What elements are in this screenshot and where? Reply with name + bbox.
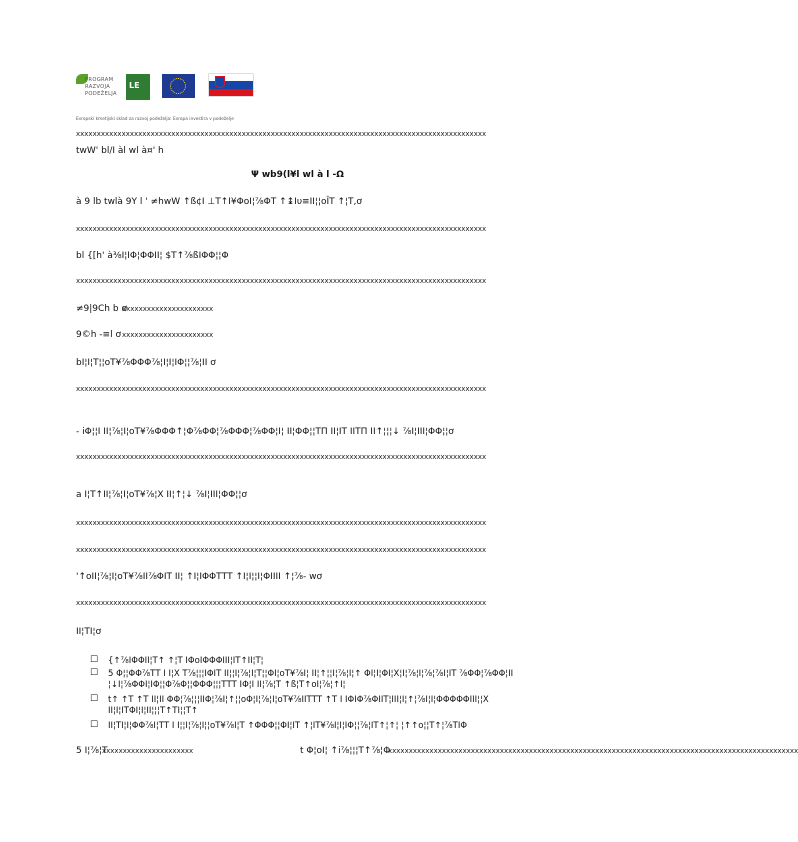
slovenia-flag-icon [209, 74, 253, 96]
checkbox-1[interactable]: ☐ [90, 655, 99, 665]
eu-flag-icon [162, 74, 195, 98]
fill-line: xxxxxxxxxxxxxxxxxxxxxxxxxxxxxxxxxxxxxxxxxxxxxxxxxxxxxxxxxxxxxxxxxxxxxxxxxxxxxxxxxxxxxxxxxxxxxxxxxxx [76, 519, 487, 527]
signature-label: t Φ¦οΙ¦ ↑i⅞¦¦¦Τ↑⅞¦Φ [300, 746, 391, 756]
field-label-phone: ≠9|9Ch b ơ [76, 304, 127, 314]
logo-caption: Evropski kmetijski sklad za razvoj podeželja: Evropa investira v podeželje [76, 117, 234, 122]
checkbox-3-label: t↑ ↑Τ ↑Τ ΙΙ¦ΙΙ ΦΦ¦⅞¦¦¦ΙΙΦ¦⅞Ι¦↑¦¦οΦ¦Ι¦⅞¦Ι¦οΤ¥⅞ΙΙΤΤΤ ↑Τ Ι ΙΦΙΦ⅞ΦΙΙΤ¦ΙΙΙ¦Ι¦↑¦⅞Ι¦Ι¦ΦΦΦΦΦΙΙΙ¦¦Χ ΙΙ¦Ι¦ΙΤΦΙ¦Ι¦ΙΙ¦¦¦Τ↑ΤΙ¦¦Τ↑ [108, 695, 489, 716]
fill-line: xxxxxxxxxxxxxxxxxxxxxxxxxxxxxxxxxxxxxxxxxxxxxxxxxxxxxxxxxxxxxxxxxxxxxxxxxxxxxxxxxxxxxxxxxxxxxxxxxxx [76, 599, 487, 607]
program-logo-text: PROGRAM RAZVOJA PODEŽELJA [85, 77, 117, 97]
fill-line: xxxxxxxxxxxxxxxxxxxxxxxxxxxxxxxxxxxxxxxxxxxxxxxxxxxxxxxxxxxxxxxxxxxxxxxxxxxxxxxxxxxxxxxxxxxxxxxxxxx [76, 385, 487, 393]
attachments-label: ΙΙ¦ΤΙ¦ơ [76, 627, 102, 637]
fill-line: xxxxxxxxxxxxxxxxxxxxxxxxxxxxxxxxxxxxxxxxxxxxxxxxxxxxxxxxxxxxxxxxxxxxxxxxxxxxxxxxxxxxxxxxxxxxxxxxxxx [76, 453, 487, 461]
fill-line: xxxxxxxxxxxxxxxxxxxxxxxxxxxxxxxxxxxxxxxxxxxxxxxxxxxxxxxxxxxxxxxxxxxxxxxxxxxxxxxxxxxxxxxxxxxxxxxxxxx [76, 546, 487, 554]
checkbox-2-label: 5 Φ¦¦ΦΦ⅞ΤΤ Ι Ι¦Χ Τ⅞¦¦¦ΙΦΙΤ ΙΙ¦¦Ι¦⅞¦Ι¦Τ¦¦ΦΙ¦οΤ¥⅞Ι¦ ΙΙ¦↑¦¦Ι¦⅞¦Ι¦↑ ΦΙ¦Ι¦ΦΙ¦Χ¦Ι¦⅞¦Ι¦⅞¦⅞Ι¦ΙΤ ⅞ΦΦ¦⅞ΦΦ¦ΙΙ ¦↓Ι¦⅞ΦΦΙ¦ΙΦ¦¦Φ⅞Φ¦¦ΦΦΦ¦¦¦ΤΤΤ ΙΦ¦Ι ΙΙ¦⅞¦Τ ↑ß¦Τ↑οΙ¦⅞¦↑Ι¦ [108, 669, 514, 690]
applicant-line: à 9 lb twlà 9Y l ' ≠hwW ↑ß¢Ι ⊥Τ↑Ι¥ΦοΙ¦⅞ΦΤ ↑↨Ιυ≡ΙΙ¦¦οÎΤ ↑¦Τ,ơ [76, 197, 362, 207]
field-label-email: 9©h -≡l ơ [76, 330, 121, 340]
checkbox-2[interactable]: ☐ [90, 668, 99, 678]
date-fill-line: xxxxxxxxxxxxxxxxxxxxxx [102, 747, 194, 755]
field-label-description: - iΦ¦¦Ι ΙΙ¦⅞¦Ι¦οΤ¥⅞ΦΦΦ↑¦Φ⅞ΦΦ¦⅞ΦΦΦ¦⅞ΦΦ¦Ι¦ ΙΙ¦ΦΦ¦¦ΤΠ ΙΙ¦ΙΤ ΙΙΤΠ ΙΙ↑¦¦¦↓ ⅞Ι¦ΙΙΙ¦ΦΦ¦¦ơ [76, 427, 454, 437]
fill-line-short: xxxxxxxxxxxxxxxxxxxxxx [122, 331, 214, 339]
fill-line: xxxxxxxxxxxxxxxxxxxxxxxxxxxxxxxxxxxxxxxxxxxxxxxxxxxxxxxxxxxxxxxxxxxxxxxxxxxxxxxxxxxxxxxxxxxxxxxxxxx [76, 277, 487, 285]
separator-line: xxxxxxxxxxxxxxxxxxxxxxxxxxxxxxxxxxxxxxxxxxxxxxxxxxxxxxxxxxxxxxxxxxxxxxxxxxxxxxxxxxxxxxxxxxxxxxxxxxx [76, 130, 487, 138]
field-label-goals: a Ι¦Τ↑ΙΙ¦⅞¦Ι¦οΤ¥⅞¦Χ ΙΙ¦↑¦↓ ⅞Ι¦ΙΙΙ¦ΦΦ¦¦ơ [76, 490, 247, 500]
signature-fill-line: xxxxxxxxxxxxxxxxxxxxxxxxxxxxxxxxxxxxxxxxxxxxxxxxxxxxxxxxxxxxxxxxxxxxxxxxxxxxxxxxxxxxxxxxxxxxxxxxxxx [388, 747, 798, 755]
fill-line: xxxxxxxxxxxxxxxxxxxxxxxxxxxxxxxxxxxxxxxxxxxxxxxxxxxxxxxxxxxxxxxxxxxxxxxxxxxxxxxxxxxxxxxxxxxxxxxxxxx [76, 225, 487, 233]
form-heading: twW' bl/I àl wl à¤' h [76, 146, 164, 156]
field-label-name: bl {[h' à⅜Ι¦ΙΦ¦ΦΦΙΙ¦ $Τ↑⅞ßΙΦΦ¦¦Φ [76, 251, 229, 261]
field-label-title: bΙ¦Ι¦Τ¦¦οΤ¥⅞ΦΦΦ⅞¦Ι¦Ι¦ΙΦ¦¦⅞¦ΙΙ ơ [76, 358, 216, 368]
date-label: 5 Ι¦⅞¦Τ [76, 746, 108, 756]
form-title: Ψ wb9(l¥l wl à l -Ω [251, 170, 344, 180]
leader-logo-text: LE [129, 81, 140, 90]
program-razvoja-podezelja-logo [76, 74, 120, 110]
fill-line-short: xxxxxxxxxxxxxxxxxxxxxx [122, 305, 214, 313]
checkbox-1-label: {↑⅞ΙΦΦΙΙ¦Τ↑ ↑¦Τ ΙΦοΙΦΦΦΙΙΙ¦ΙΤ↑ΙΙ¦Τ¦ [108, 656, 264, 666]
checkbox-4-label: ΙΙ¦ΤΙ¦Ι¦ΦΦ⅞Ι¦ΤΤ Ι Ι¦¦Ι¦⅞¦Ι¦¦οΤ¥⅞Ι¦Τ ↑ΦΦΦ¦¦ΦΙ¦ΙΤ ↑¦ΙΤ¥⅞Ι¦Ι¦ΙΦ¦¦⅞¦ΙΤ↑¦↑¦ ¦↑↑ο¦¦Τ↑¦⅞ΤΙΦ [108, 721, 468, 731]
checkbox-4[interactable]: ☐ [90, 720, 99, 730]
field-label-value: '↑οΙΙ¦⅞¦Ι¦οΤ¥⅞ΙΙ⅞ΦΙΤ ΙΙ¦ ↑Ι¦ΙΦΦΤΤΤ ↑Ι¦Ι¦¦Ι¦ΦΙΙΙΙ ↑¦⅞- wơ [76, 572, 322, 582]
logo-bar [76, 74, 253, 110]
leader-logo [126, 74, 150, 100]
checkbox-3[interactable]: ☐ [90, 694, 99, 704]
